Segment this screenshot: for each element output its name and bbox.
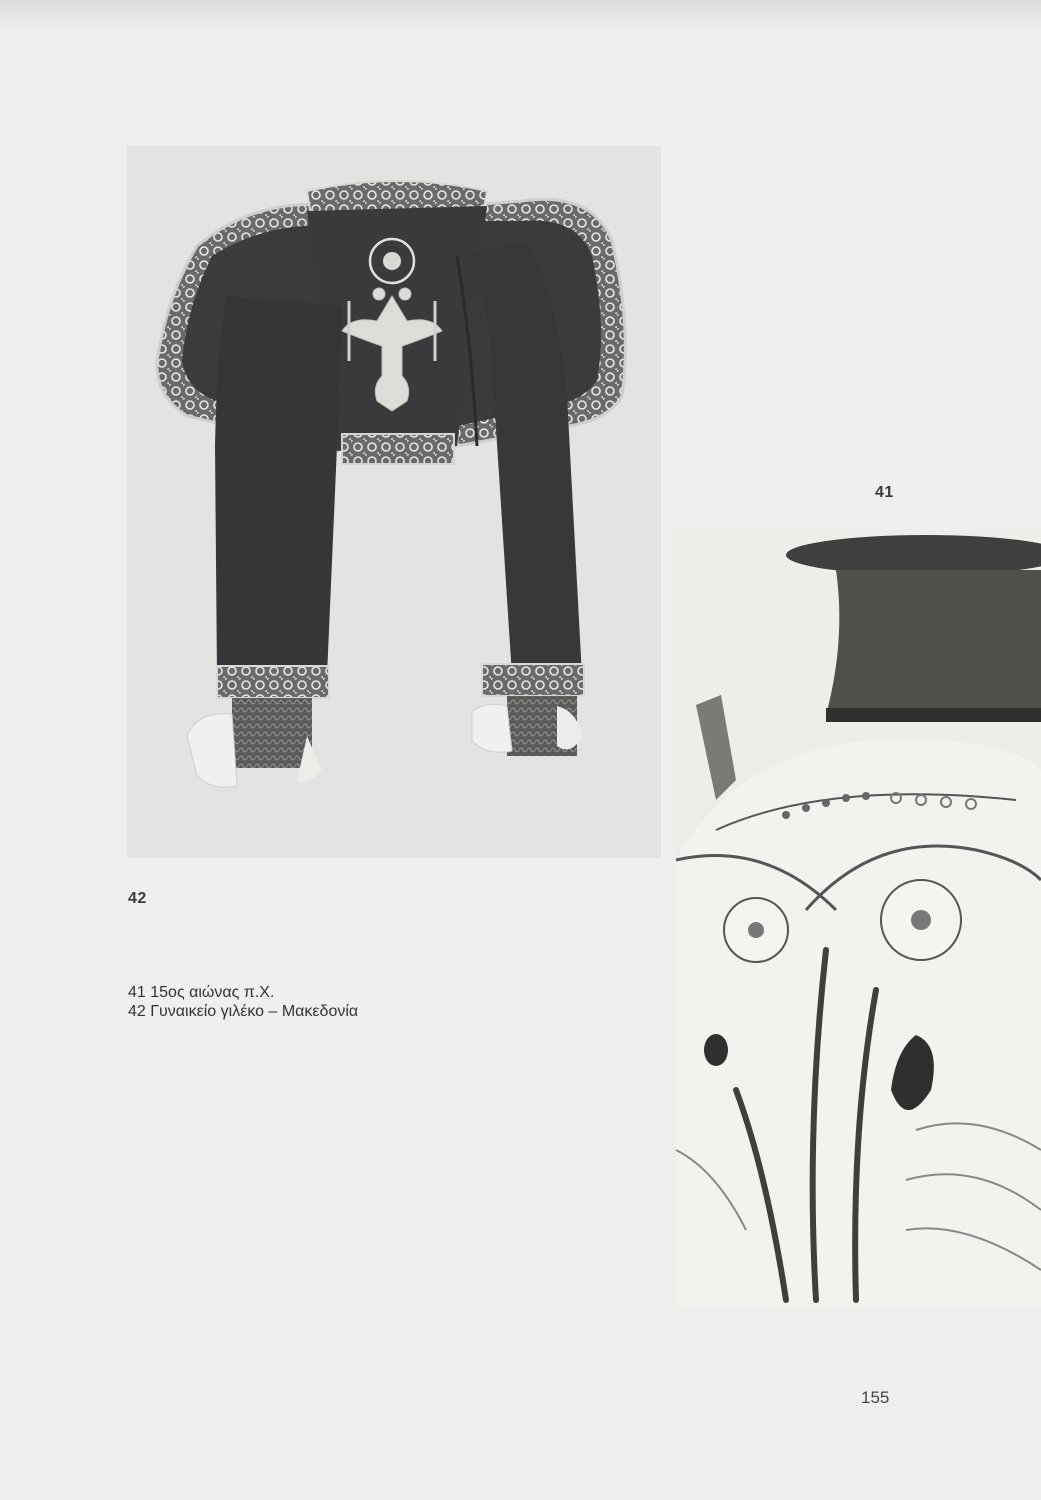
caption-block xyxy=(128,983,358,1021)
page-number: 155 xyxy=(861,1388,890,1407)
figure-label-42: 42 xyxy=(128,890,147,907)
vest-illustration xyxy=(127,146,661,858)
amphora-illustration xyxy=(676,530,1041,1308)
figure-label-41: 41 xyxy=(875,484,894,501)
page-top-edge xyxy=(0,0,1041,34)
caption-42: 42 Γυναικείο γιλέκο – Μακεδονία xyxy=(128,1003,359,1020)
caption-41: 41 15ος αιώνας π.Χ. xyxy=(128,984,275,1001)
photo-vest xyxy=(127,146,661,858)
photo-amphora xyxy=(676,530,1041,1308)
